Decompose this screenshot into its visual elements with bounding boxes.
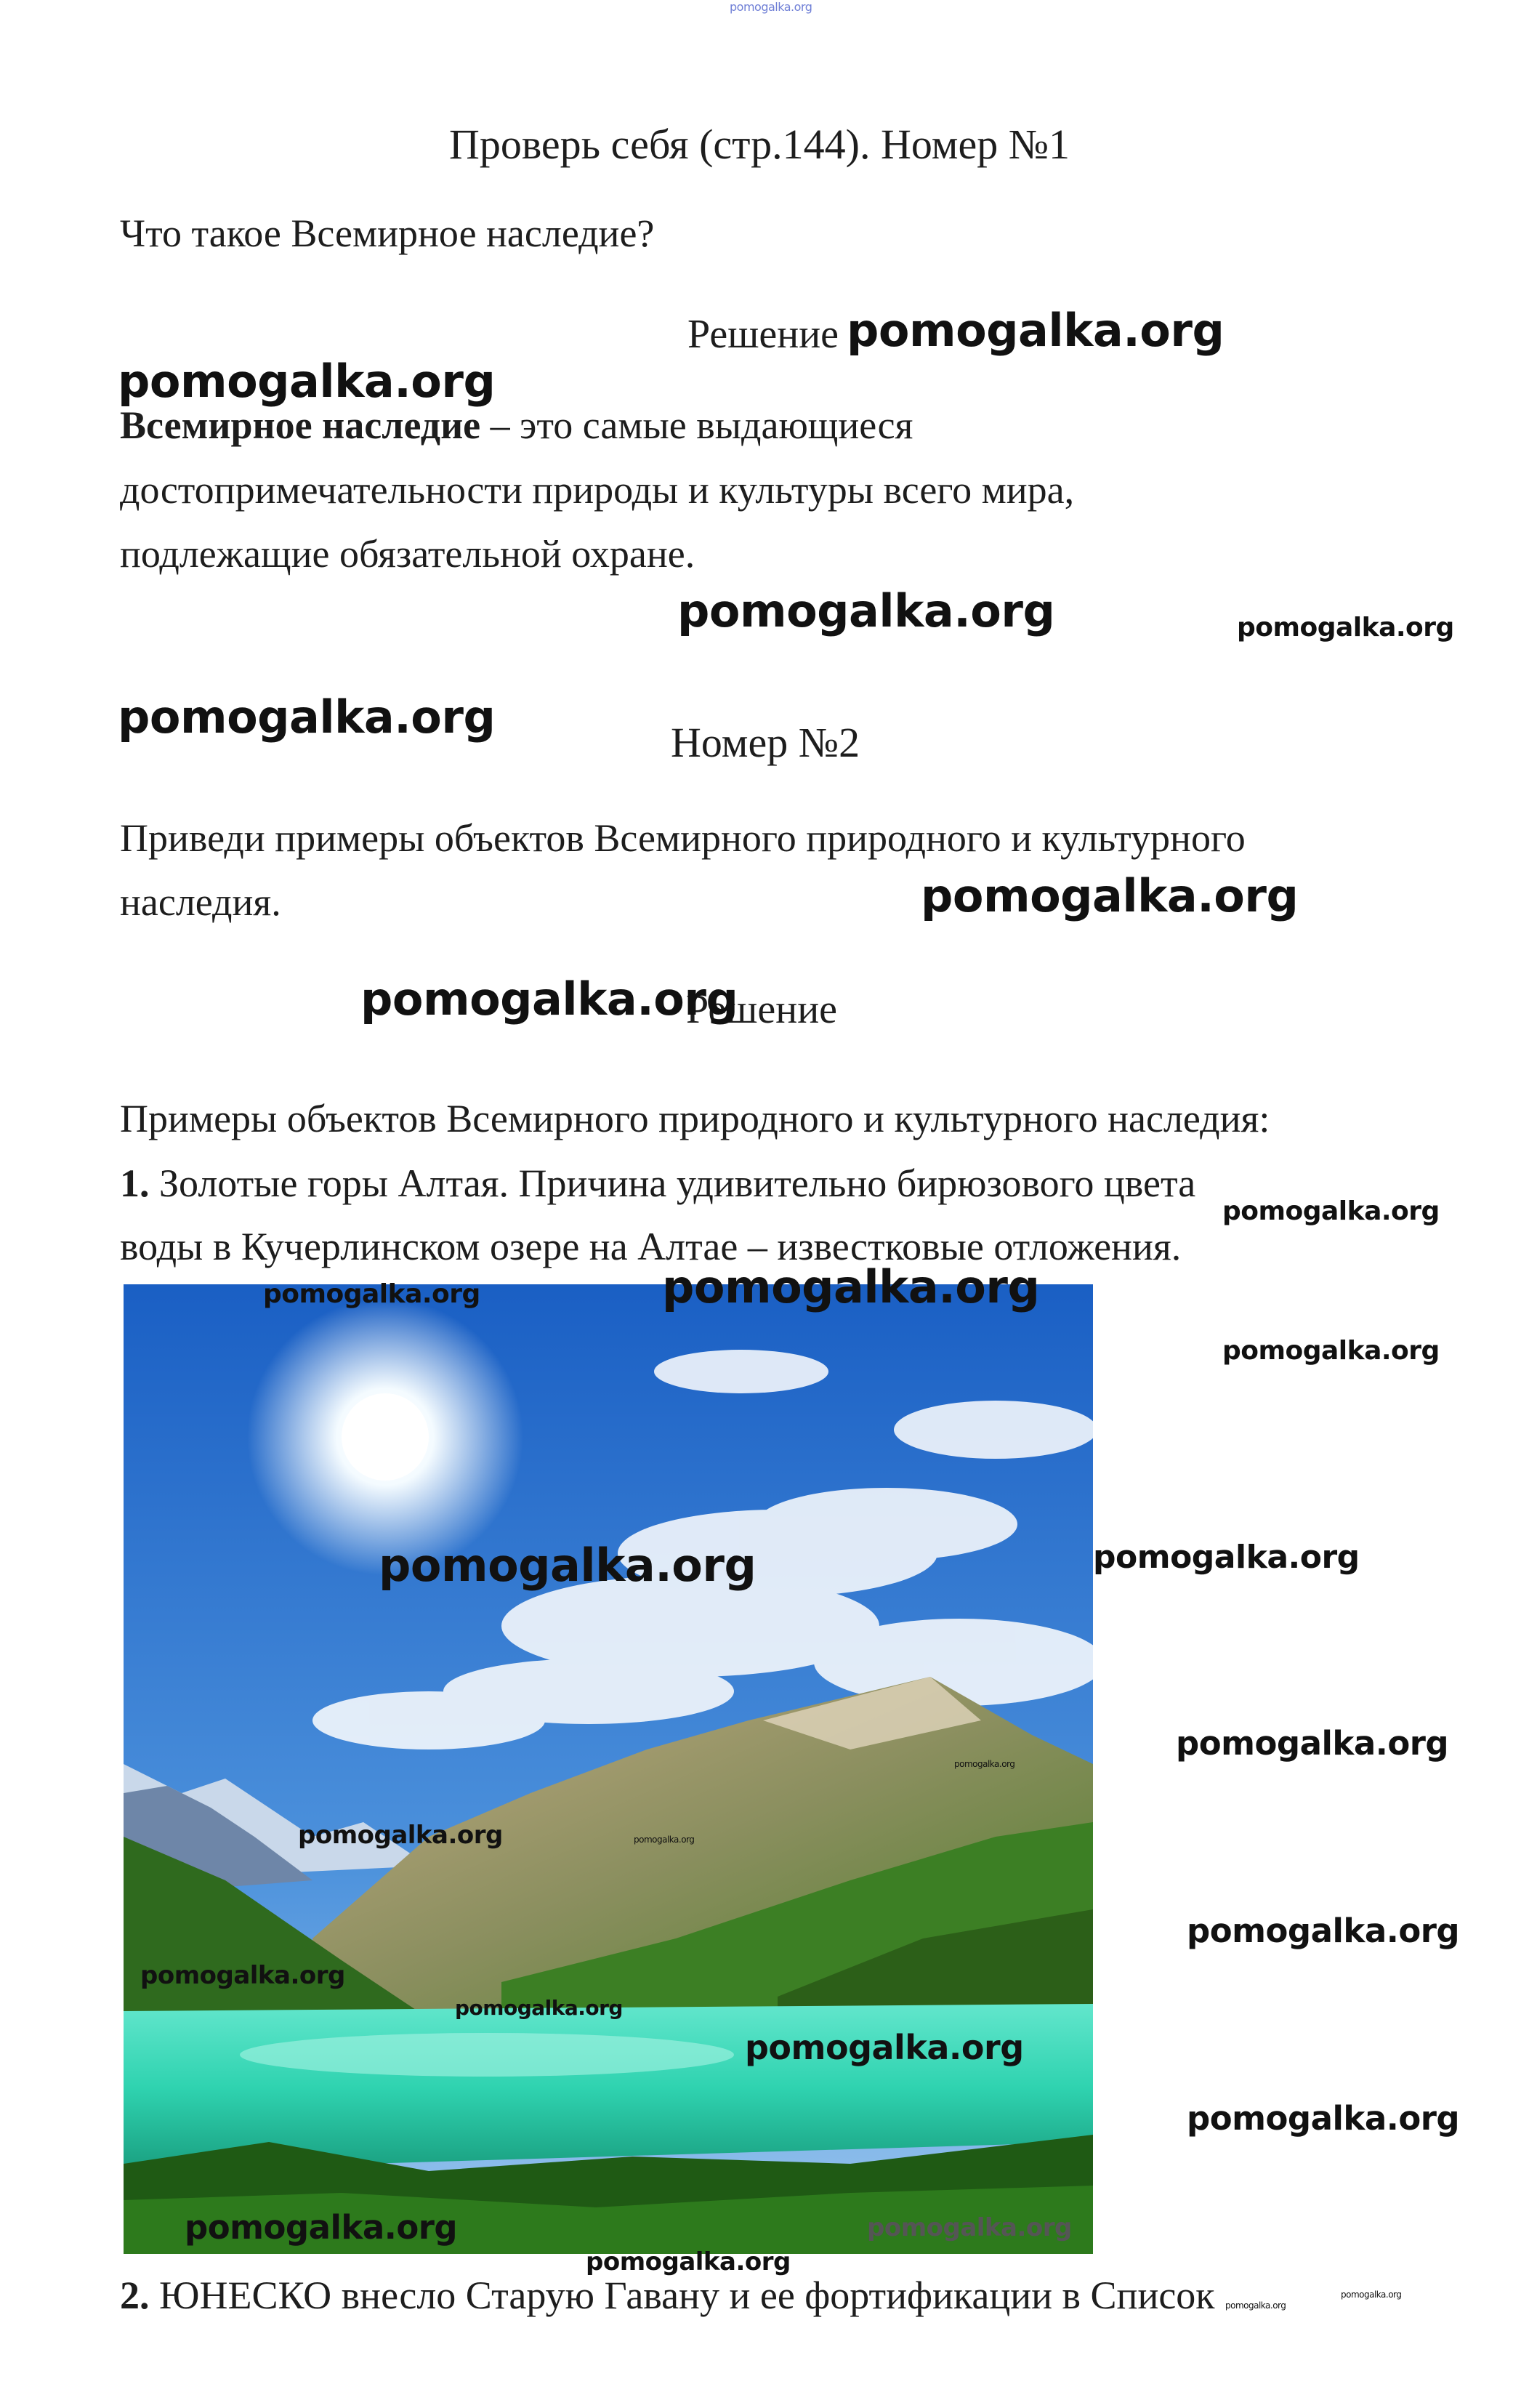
watermark: pomogalka.org (634, 1835, 695, 1845)
watermark: pomogalka.org (263, 1279, 480, 1309)
item2-text: ЮНЕСКО внесло Старую Гавану и ее фортификации в Список (149, 2274, 1215, 2317)
task2-item1-line1 (120, 1161, 1195, 1206)
watermark: pomogalka.org (1341, 2290, 1402, 2300)
watermark: pomogalka.org (677, 584, 1055, 637)
watermark: pomogalka.org (360, 973, 738, 1026)
answer-line1-rest: – это самые выдающиеся (480, 403, 913, 447)
watermark: pomogalka.org (867, 2213, 1072, 2242)
watermark: pomogalka.org (1187, 1912, 1460, 1950)
landscape-illustration (124, 1284, 1093, 2254)
watermark: pomogalka.org (1187, 2099, 1460, 2138)
watermark: pomogalka.org (118, 690, 496, 744)
watermark: pomogalka.org (140, 1961, 345, 1990)
task2-item2-line1 (120, 2273, 1215, 2318)
item2-number: 2. (120, 2274, 150, 2317)
task1-title: Проверь себя (стр.144). Номер №1 (449, 121, 1070, 168)
watermark: pomogalka.org (118, 355, 496, 408)
watermark: pomogalka.org (1225, 2300, 1286, 2311)
watermark: pomogalka.org (954, 1759, 1015, 1769)
watermark: pomogalka.org (1176, 1724, 1449, 1763)
answer-term: Всемирное наследие (120, 403, 481, 447)
task1-answer-line2: достопримечательности природы и культуры всего мира, (120, 468, 1075, 512)
watermark: pomogalka.org (185, 2208, 458, 2247)
task1-answer-line3: подлежащие обязательной охране. (120, 532, 695, 576)
header-watermark: pomogalka.org (730, 0, 812, 14)
item1-number: 1. (120, 1161, 150, 1205)
watermark: pomogalka.org (1222, 1196, 1440, 1226)
task2-title: Номер №2 (671, 719, 860, 766)
task1-question: Что такое Всемирное наследие? (120, 212, 655, 255)
watermark: pomogalka.org (662, 1260, 1040, 1313)
task2-item1-line2: воды в Кучерлинском озере на Алтае – известковые отложения. (120, 1225, 1182, 1268)
watermark: pomogalka.org (847, 304, 1225, 357)
task1-solution-label: Решение (687, 312, 839, 357)
watermark: pomogalka.org (586, 2247, 791, 2276)
task1-answer-line1 (120, 403, 913, 448)
task2-solution-label: Решение (686, 987, 838, 1032)
watermark: pomogalka.org (921, 869, 1299, 922)
watermark: pomogalka.org (1222, 1336, 1440, 1366)
task2-question-line2: наследия. (120, 880, 281, 924)
item1-text: Золотые горы Алтая. Причина удивительно бирюзового цвета (149, 1161, 1196, 1205)
watermark: pomogalka.org (1237, 613, 1454, 643)
task2-intro: Примеры объектов Всемирного природного и культурного наследия: (120, 1097, 1270, 1140)
task2-question-line1: Приведи примеры объектов Всемирного природного и культурного (120, 816, 1246, 860)
watermark: pomogalka.org (379, 1539, 757, 1592)
altai-lake-photo (124, 1284, 1093, 2254)
watermark: pomogalka.org (455, 1996, 623, 2020)
watermark: pomogalka.org (298, 1821, 503, 1850)
watermark: pomogalka.org (745, 2028, 1024, 2067)
watermark: pomogalka.org (1093, 1539, 1360, 1576)
